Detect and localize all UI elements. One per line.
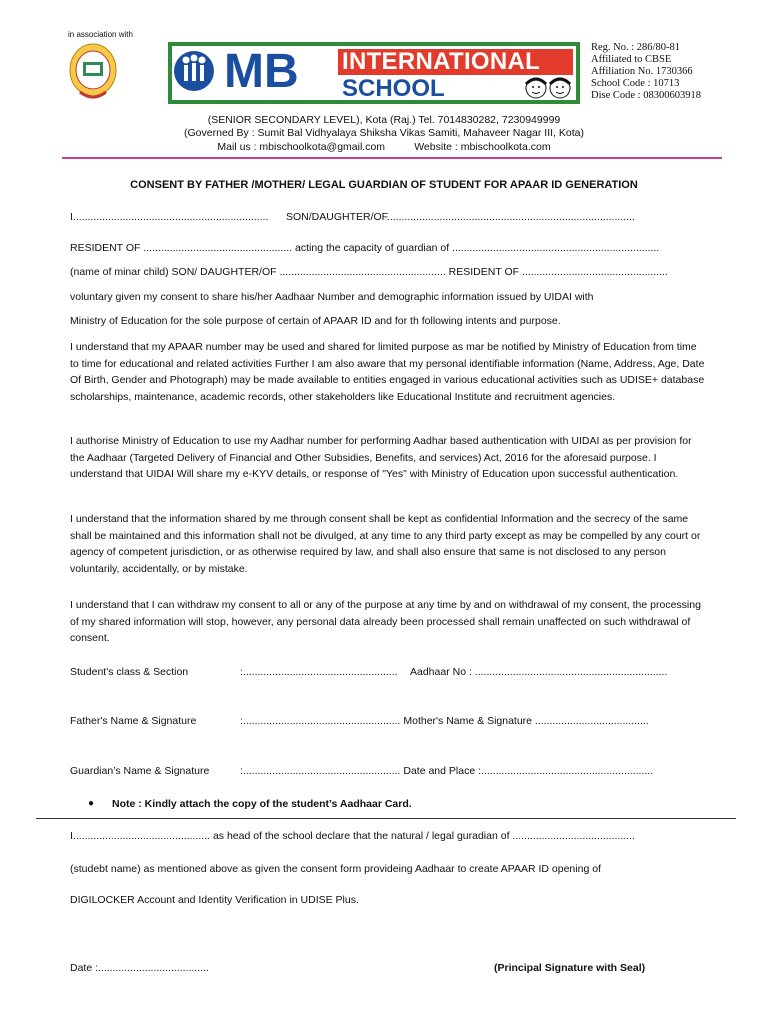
aadhaar-no-field[interactable]: Aadhaar No : .................................................................. xyxy=(410,666,668,678)
school-code: School Code : 10713 xyxy=(591,78,680,89)
class-section-field[interactable]: :..................................................... xyxy=(240,666,398,678)
line-consent-2: Ministry of Education for the sole purpose of certain of APAAR ID and for th following intents and purpose. xyxy=(70,315,561,327)
date-field[interactable]: Date :...................................... xyxy=(70,962,209,974)
bullet-icon: ● xyxy=(88,798,95,809)
header-sub-line-1: (SENIOR SECONDARY LEVEL), Kota (Raj.) Tel. 7014830282, 7230949999 xyxy=(207,114,561,126)
school-banner xyxy=(168,42,580,104)
paragraph-apaar-usage: I understand that my APAAR number may be used and shared for limited purpose as mar be notified by Ministry of Education from time to time for educational and related activities Further I am also aware that my personal identifiable information (Name, Address, Age, Date Of Birth, Gender and Photograph) may be made available to entities engaged in various educational activities such as UDISE+ database scholarships, maintenance, academic records, other stakeholders like Educational Institute and recruitment agencies. xyxy=(70,341,705,403)
guardian-date-place-field[interactable]: :...................................................... Date and Place :........................................................... xyxy=(240,765,654,777)
dise-code: Dise Code : 08300603918 xyxy=(591,90,701,101)
declaration-divider xyxy=(36,818,736,819)
school-title-international: INTERNATIONAL xyxy=(342,48,541,75)
affiliated: Affiliated to CBSE xyxy=(591,54,672,65)
header-sub-line-3: Mail us : mbischoolkota@gmail.com Website : mbischoolkota.com xyxy=(217,141,551,153)
line-consent-1: voluntary given my consent to share his/her Aadhaar Number and demographic information issued by UIDAI with xyxy=(70,291,594,303)
principal-signature: (Principal Signature with Seal) xyxy=(494,962,646,974)
affiliation-no: Affiliation No. 1730366 xyxy=(591,66,693,77)
line-resident-of: RESIDENT OF ................................................... acting the capacity of guardian of ....................................................................... xyxy=(70,242,660,254)
guardian-name-label: Guardian’s Name & Signature xyxy=(70,765,210,777)
line-self-name: I................................................................... xyxy=(70,211,269,223)
form-title: CONSENT BY FATHER /MOTHER/ LEGAL GUARDIAN OF STUDENT FOR APAAR ID GENERATION xyxy=(130,179,638,191)
association-text: in association with xyxy=(68,30,133,39)
school-title-school: SCHOOL xyxy=(342,75,445,102)
father-mother-signature-field[interactable]: :...................................................... Mother's Name & Signature ....................................... xyxy=(240,715,649,727)
logo-text: MB xyxy=(224,45,299,98)
declaration-line-1: I............................................... as head of the school declare that the natural / legal guradian of .......................................... xyxy=(70,830,635,842)
class-section-label: Student's class & Section xyxy=(70,666,189,678)
note-text: Note : Kindly attach the copy of the student’s Aadhaar Card. xyxy=(112,798,412,810)
declaration-line-3: DIGILOCKER Account and Identity Verification in UDISE Plus. xyxy=(70,894,359,906)
header-divider xyxy=(62,157,722,159)
paragraph-authorise: I authorise Ministry of Education to use my Aadhar number for performing Aadhar based authentication with UIDAI as per provision for the Aadhaar (Targeted Delivery of Financial and Other Subsidies, Benefits, and services) Act, 2016 for the aforesaid purpose. I understand that UIDAI Will share my e-KYV details, or response of "Yes" with Ministry of Education upon successful authentication. xyxy=(70,435,692,480)
line-son-daughter-of: SON/DAUGHTER/OF..................................................................................... xyxy=(286,211,635,223)
registration-info xyxy=(591,42,701,102)
declaration-line-2: (studebt name) as mentioned above as given the consent form provideing Aadhaar to create APAAR ID opening of xyxy=(70,863,601,875)
reg-no: Reg. No. : 286/80-81 xyxy=(591,42,680,53)
paragraph-confidential: I understand that the information shared by me through consent shall be kept as confidential Information and the secrecy of the same shall be maintained and this information shall not be divulged, at any time to any third party except as may be compelled by any court or agency of competent jurisdiction, or as otherwise required by law, and shall also ensure that same is not disclosed to any person voluntarily, accidentally, or by mistake. xyxy=(70,513,701,575)
kids-faces-icon xyxy=(522,74,574,100)
header-sub-line-2: (Governed By : Sumit Bal Vidhyalaya Shiksha Vikas Samiti, Mahaveer Nagar III, Kota) xyxy=(184,127,584,139)
father-name-label: Father's Name & Signature xyxy=(70,715,197,727)
line-minor-child: (name of minar child) SON/ DAUGHTER/OF ......................................................... RESIDENT OF .................................................. xyxy=(70,266,668,278)
seal-icon xyxy=(68,42,118,104)
paragraph-withdraw: I understand that I can withdraw my consent to all or any of the purpose at any time by and on withdrawal of my consent, the processing of my shared information will stop, however, any personal data already been processed shall remain unaffected on such withdrawal of consent. xyxy=(70,599,701,644)
